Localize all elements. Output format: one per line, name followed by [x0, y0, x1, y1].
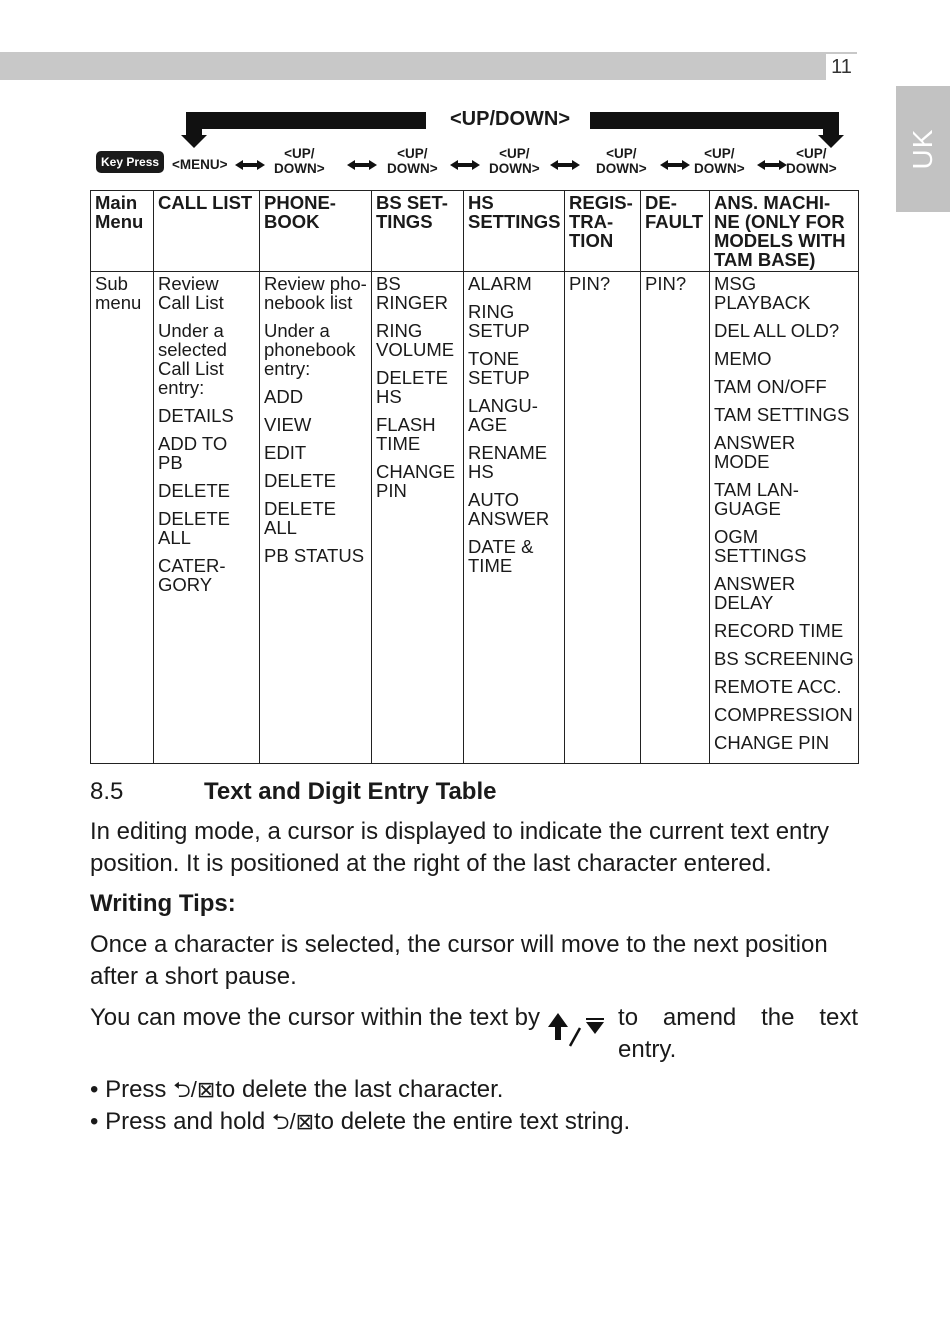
hs-settings-cell	[464, 272, 565, 764]
sub-menu-label: Sub menu	[91, 272, 154, 764]
list-item: CHANGE PIN	[714, 732, 830, 753]
tip-paragraph: Once a character is selected, the cursor will move to the next position after a short pause.	[90, 931, 828, 990]
header-ans-machine: ANS. MACHI-NE (ONLY FOR MODELS WITH TAM BASE)	[710, 191, 859, 272]
list-item: Under a selected Call List entry:	[158, 320, 227, 398]
list-item: EDIT	[264, 442, 307, 463]
header-phonebook: PHONE-BOOK	[260, 191, 372, 272]
list-item: DELETE	[264, 470, 336, 491]
up-down-arrow-icon	[546, 1010, 612, 1050]
registration-cell	[565, 272, 641, 764]
menu-structure-table	[90, 190, 859, 764]
list-item: REMOTE ACC.	[714, 676, 842, 697]
key-press-badge: Key Press	[96, 151, 164, 173]
list-item: DATE & TIME	[468, 536, 534, 576]
list-item: DELETE	[158, 480, 230, 501]
list-item: Review pho-nebook list	[264, 273, 367, 313]
list-item: TAM ON/OFF	[714, 376, 827, 397]
bs-settings-cell	[372, 272, 464, 764]
up-down-key-label: <UP/ DOWN>	[786, 146, 837, 176]
list-item: OGM SETTINGS	[714, 526, 807, 566]
list-item: CHANGE PIN	[376, 461, 456, 501]
header-bar	[0, 52, 857, 80]
tip-cursor-paragraph	[90, 1002, 858, 1066]
intro-paragraph: In editing mode, a cursor is displayed to indicate the current text entry position. It is positioned at the right of the last character entered.	[90, 818, 830, 877]
language-tab-label: UK	[907, 128, 938, 170]
phonebook-cell	[260, 272, 372, 764]
list-item: PIN?	[645, 273, 687, 294]
tips-heading: Writing Tips:	[90, 890, 236, 917]
list-item: FLASH TIME	[376, 414, 436, 454]
list-item: PIN?	[569, 273, 611, 294]
list-item: ANSWER MODE	[714, 432, 796, 472]
ans-machine-cell	[710, 272, 859, 764]
list-item: RING VOLUME	[376, 320, 455, 360]
up-down-key-label: <UP/ DOWN>	[274, 146, 325, 176]
list-item: DELETE ALL	[264, 498, 336, 538]
list-item: RECORD TIME	[714, 620, 844, 641]
list-item: ADD TO PB	[158, 433, 228, 473]
header-registration: REGIS-TRA-TION	[565, 191, 641, 272]
loop-stem-left	[186, 112, 202, 137]
header-bs-settings: BS SET-TINGS	[372, 191, 464, 272]
section-heading	[90, 778, 496, 806]
loop-stem-right	[823, 112, 839, 137]
default-cell	[641, 272, 710, 764]
list-item: MEMO	[714, 348, 772, 369]
up-down-key-label: <UP/ DOWN>	[387, 146, 438, 176]
up-down-loop-label: <UP/DOWN>	[449, 108, 571, 130]
list-item: TAM SETTINGS	[714, 404, 850, 425]
up-down-key-label: <UP/ DOWN>	[596, 146, 647, 176]
up-down-key-label: <UP/ DOWN>	[694, 146, 745, 176]
header-call-list: CALL LIST	[154, 191, 260, 272]
table-header-row	[91, 191, 859, 272]
list-item: ADD	[264, 386, 304, 407]
loop-bar-right	[590, 112, 830, 129]
list-item: DETAILS	[158, 405, 234, 426]
list-item: DELETE ALL	[158, 508, 230, 548]
back-clear-icon: ⮌/⊠	[271, 1109, 315, 1134]
list-item: VIEW	[264, 414, 312, 435]
page-number: 11	[826, 54, 857, 80]
list-item: AUTO ANSWER	[468, 489, 550, 529]
tip-cursor-text-a: You can move the cursor within the text by	[90, 1004, 541, 1031]
list-item: LANGU-AGE	[468, 395, 538, 435]
menu-key-label: <MENU>	[172, 157, 228, 172]
list-item: ANSWER DELAY	[714, 573, 796, 613]
list-item: Review Call List	[158, 273, 224, 313]
bullet-delete-all: • Press and hold ⮌/⊠to delete the entire text string.	[90, 1108, 631, 1135]
list-item: BS RINGER	[376, 273, 448, 313]
list-item: DELETE HS	[376, 367, 448, 407]
list-item: TAM LAN-GUAGE	[714, 479, 799, 519]
list-item: CATER-GORY	[158, 555, 226, 595]
section-number: 8.5	[90, 778, 124, 805]
list-item: MSG PLAYBACK	[714, 273, 811, 313]
up-down-key-label: <UP/ DOWN>	[489, 146, 540, 176]
list-item: PB STATUS	[264, 545, 365, 566]
list-item: DEL ALL OLD?	[714, 320, 840, 341]
list-item: Under a phonebook entry:	[264, 320, 356, 379]
list-item: ALARM	[468, 273, 532, 294]
list-item: RING SETUP	[468, 301, 530, 341]
tip-cursor-text-b: to amend the text entry.	[618, 1004, 858, 1063]
list-item: TONE SETUP	[468, 348, 530, 388]
header-hs-settings: HS SETTINGS	[464, 191, 565, 272]
list-item: COMPRESSION	[714, 704, 853, 725]
loop-head-left	[181, 135, 207, 148]
section-title: Text and Digit Entry Table	[204, 778, 497, 805]
header-main-menu: Main Menu	[91, 191, 154, 272]
list-item: RENAME HS	[468, 442, 548, 482]
list-item: BS SCREENING	[714, 648, 854, 669]
call-list-cell	[154, 272, 260, 764]
table-sub-menu-row	[91, 272, 859, 764]
bullet-delete-last: • Press ⮌/⊠to delete the last character.	[90, 1076, 504, 1103]
header-default: DE-FAULT	[641, 191, 710, 272]
back-clear-icon: ⮌/⊠	[173, 1077, 216, 1102]
loop-bar-left	[186, 112, 426, 129]
